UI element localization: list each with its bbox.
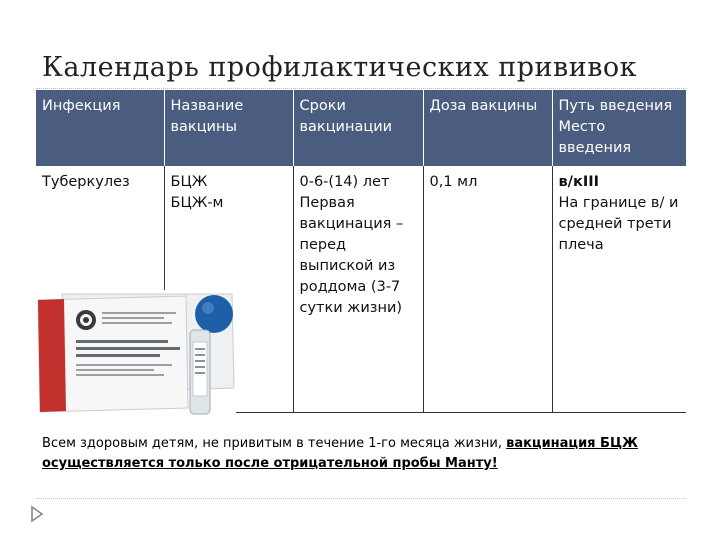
route-code: в/кIII: [558, 174, 599, 190]
vaccine-package-image: [36, 290, 236, 415]
table-header-row: [36, 90, 686, 166]
note-emphasis: вакцинация БЦЖ осуществляется только после отрицательной пробы Манту!: [42, 436, 638, 471]
vaccine-name-bcg-m: БЦЖ-м: [170, 195, 224, 211]
cell-route: [552, 166, 686, 413]
slide-title: Календарь профилактических прививок: [42, 52, 638, 83]
cell-dose: 0,1 мл: [423, 166, 552, 413]
vaccine-box-illustration: [36, 290, 236, 415]
header-timing: Сроки вакцинации: [293, 90, 423, 166]
note-text: Всем здоровым детям, не привитым в течение 1-го месяца жизни,: [42, 436, 507, 451]
vaccination-note: [42, 434, 687, 474]
title-divider: [36, 88, 686, 89]
header-vaccine-name: Название вакцины: [164, 90, 293, 166]
header-dose: Доза вакцины: [423, 90, 552, 166]
cell-infection: Туберкулез: [36, 166, 164, 413]
injection-site: На границе в/ и средней трети плеча: [558, 195, 679, 253]
vaccine-name-bcg: БЦЖ: [170, 174, 208, 190]
header-route: Путь введения Место введения: [552, 90, 686, 166]
bottom-divider: [36, 498, 686, 499]
slide-bullet-icon: [30, 505, 44, 523]
header-infection: Инфекция: [36, 90, 164, 166]
cell-timing: 0-6-(14) лет Первая вакцинация – перед выпиской из роддома (3-7 сутки жизни): [293, 166, 423, 413]
